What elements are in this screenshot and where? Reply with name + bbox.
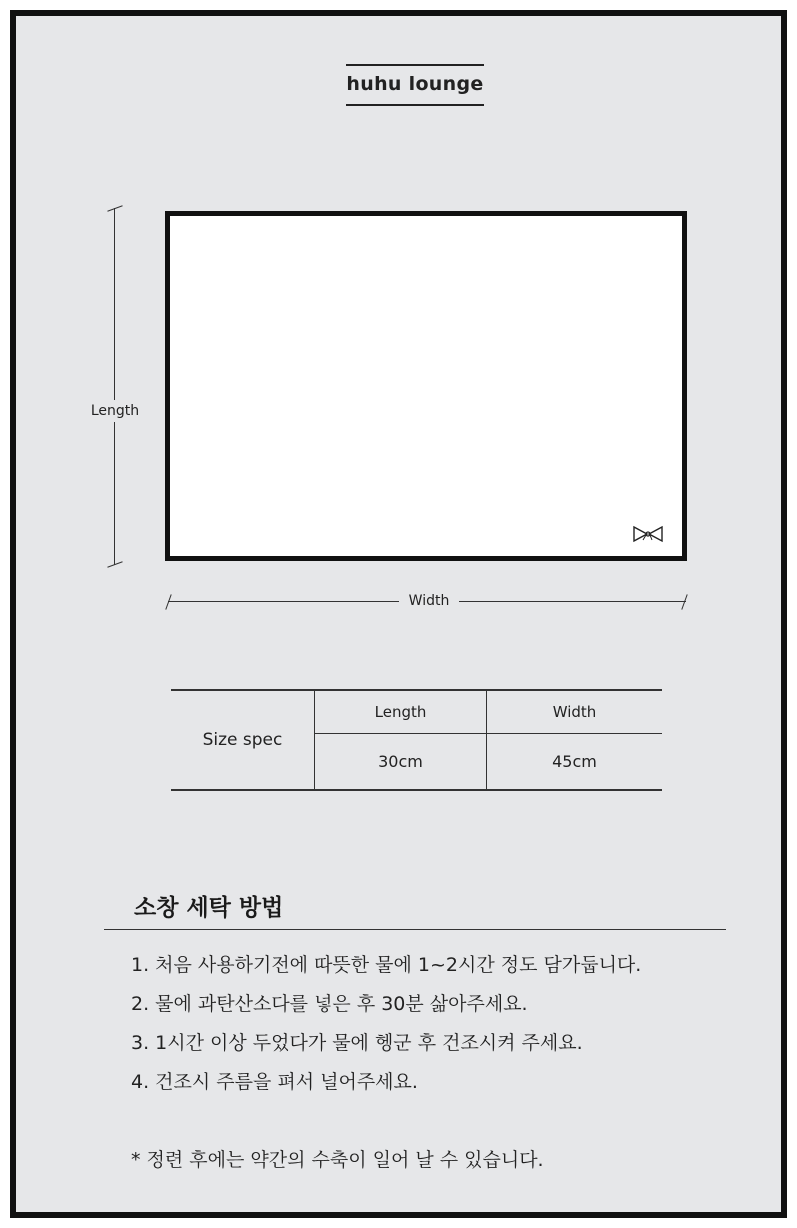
size-spec-header: Size spec bbox=[202, 730, 283, 750]
brand-logo: huhu lounge bbox=[346, 64, 484, 106]
wash-step: 4. 건조시 주름을 펴서 널어주세요. bbox=[131, 1071, 418, 1093]
shrink-note: * 정련 후에는 약간의 수축이 일어 날 수 있습니다. bbox=[131, 1149, 544, 1171]
length-label: Length bbox=[84, 400, 146, 422]
length-top-tick bbox=[107, 205, 122, 211]
length-bottom-tick bbox=[107, 561, 122, 567]
wash-title: 소창 세탁 방법 bbox=[134, 895, 284, 921]
towel-illustration bbox=[165, 211, 687, 561]
wash-step: 3. 1시간 이상 두었다가 물에 헹군 후 건조시켜 주세요. bbox=[131, 1032, 583, 1054]
wash-step: 2. 물에 과탄산소다를 넣은 후 30분 삶아주세요. bbox=[131, 993, 528, 1015]
wash-step: 1. 처음 사용하기전에 따뜻한 물에 1~2시간 정도 담가둡니다. bbox=[131, 954, 642, 976]
wash-steps bbox=[131, 952, 641, 1108]
width-label: Width bbox=[399, 590, 459, 612]
bow-icon bbox=[632, 524, 664, 544]
width-left-tick bbox=[165, 594, 171, 609]
width-value: 45cm bbox=[552, 752, 597, 771]
size-spec-table bbox=[171, 689, 662, 791]
length-dimension-line bbox=[114, 208, 115, 565]
length-value: 30cm bbox=[378, 752, 423, 771]
page-frame bbox=[10, 10, 787, 1218]
length-column-header: Length bbox=[374, 703, 427, 721]
width-right-tick bbox=[681, 594, 687, 609]
width-column-header: Width bbox=[552, 703, 597, 721]
wash-divider bbox=[104, 929, 726, 930]
